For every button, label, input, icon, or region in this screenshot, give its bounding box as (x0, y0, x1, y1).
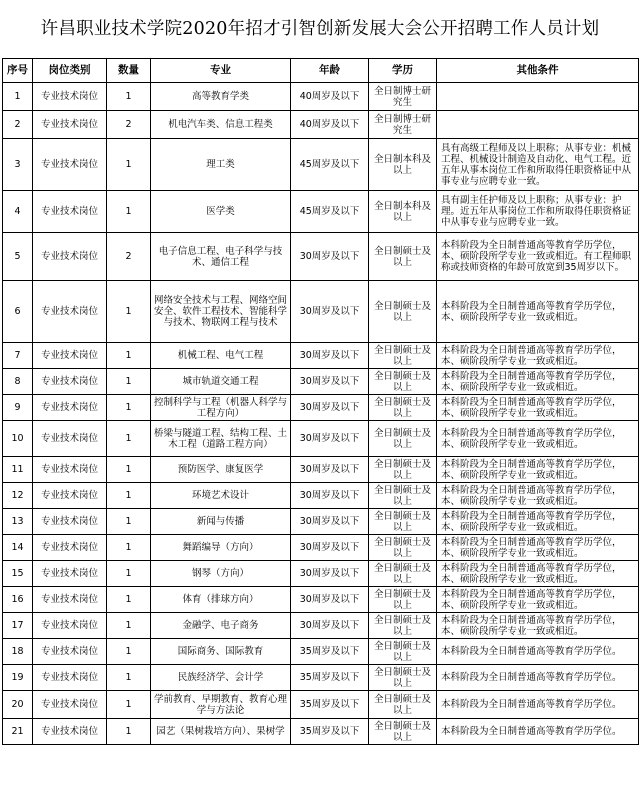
cell-no: 1 (3, 83, 33, 111)
table-row (3, 561, 639, 587)
cell-major: 民族经济学、会计学 (151, 665, 291, 691)
cell-count: 1 (107, 587, 151, 613)
cell-education: 全日制硕士及以上 (369, 509, 437, 535)
cell-age: 30周岁及以下 (291, 509, 369, 535)
cell-no: 5 (3, 233, 33, 281)
cell-count: 1 (107, 719, 151, 745)
cell-count: 1 (107, 509, 151, 535)
cell-education: 全日制硕士及以上 (369, 421, 437, 457)
cell-education: 全日制本科及以上 (369, 191, 437, 233)
cell-age: 30周岁及以下 (291, 369, 369, 395)
cell-age: 45周岁及以下 (291, 139, 369, 191)
cell-other: 本科阶段为全日制普通高等教育学历学位。 (437, 691, 639, 719)
cell-no: 18 (3, 639, 33, 665)
cell-category: 专业技术岗位 (33, 369, 107, 395)
cell-count: 1 (107, 139, 151, 191)
cell-count: 1 (107, 369, 151, 395)
cell-count: 1 (107, 535, 151, 561)
cell-major: 环境艺术设计 (151, 483, 291, 509)
cell-no: 8 (3, 369, 33, 395)
cell-other: 本科阶段为全日制普通高等教育学历学位，本、硕阶段所学专业一致或相近。 (437, 613, 639, 639)
cell-other: 本科阶段为全日制普通高等教育学历学位，本、硕阶段所学专业一致或相近。 (437, 281, 639, 343)
table-row (3, 457, 639, 483)
cell-major: 国际商务、国际教育 (151, 639, 291, 665)
table-row (3, 509, 639, 535)
cell-count: 1 (107, 613, 151, 639)
table-row (3, 139, 639, 191)
cell-age: 45周岁及以下 (291, 191, 369, 233)
cell-age: 30周岁及以下 (291, 233, 369, 281)
cell-education: 全日制硕士及以上 (369, 233, 437, 281)
cell-no: 11 (3, 457, 33, 483)
cell-category: 专业技术岗位 (33, 719, 107, 745)
cell-count: 1 (107, 561, 151, 587)
cell-major: 机电汽车类、信息工程类 (151, 111, 291, 139)
table-row (3, 111, 639, 139)
cell-no: 20 (3, 691, 33, 719)
table-row (3, 395, 639, 421)
cell-major: 新闻与传播 (151, 509, 291, 535)
cell-age: 35周岁及以下 (291, 665, 369, 691)
cell-education: 全日制硕士及以上 (369, 613, 437, 639)
cell-education: 全日制硕士及以上 (369, 561, 437, 587)
cell-age: 30周岁及以下 (291, 587, 369, 613)
table-row (3, 191, 639, 233)
col-header-age: 年龄 (291, 59, 369, 83)
table-row (3, 665, 639, 691)
cell-category: 专业技术岗位 (33, 83, 107, 111)
cell-other: 具有副主任护师及以上职称；从事专业：护理。近五年从事岗位工作和所取得任职资格证中从事专业与应聘专业一致。 (437, 191, 639, 233)
cell-no: 15 (3, 561, 33, 587)
cell-education: 全日制硕士及以上 (369, 395, 437, 421)
cell-count: 1 (107, 281, 151, 343)
table-row (3, 719, 639, 745)
cell-category: 专业技术岗位 (33, 691, 107, 719)
col-header-major: 专业 (151, 59, 291, 83)
cell-category: 专业技术岗位 (33, 457, 107, 483)
col-header-other: 其他条件 (437, 59, 639, 83)
cell-category: 专业技术岗位 (33, 395, 107, 421)
cell-no: 21 (3, 719, 33, 745)
cell-other: 本科阶段为全日制普通高等教育学历学位。 (437, 639, 639, 665)
table-row (3, 421, 639, 457)
table-header-row (3, 59, 639, 83)
cell-major: 预防医学、康复医学 (151, 457, 291, 483)
cell-count: 2 (107, 233, 151, 281)
cell-no: 16 (3, 587, 33, 613)
cell-age: 30周岁及以下 (291, 483, 369, 509)
cell-other: 本科阶段为全日制普通高等教育学历学位，本、硕阶段所学专业一致或相近。 (437, 457, 639, 483)
cell-major: 学前教育、早期教育、教育心理学与方法论 (151, 691, 291, 719)
table-row (3, 691, 639, 719)
table-row (3, 639, 639, 665)
cell-category: 专业技术岗位 (33, 535, 107, 561)
cell-education: 全日制硕士及以上 (369, 457, 437, 483)
cell-no: 9 (3, 395, 33, 421)
cell-no: 6 (3, 281, 33, 343)
col-header-education: 学历 (369, 59, 437, 83)
col-header-count: 数量 (107, 59, 151, 83)
cell-age: 30周岁及以下 (291, 535, 369, 561)
cell-category: 专业技术岗位 (33, 421, 107, 457)
cell-education: 全日制硕士及以上 (369, 665, 437, 691)
cell-count: 1 (107, 343, 151, 369)
cell-no: 19 (3, 665, 33, 691)
cell-age: 30周岁及以下 (291, 561, 369, 587)
cell-education: 全日制硕士及以上 (369, 281, 437, 343)
cell-count: 1 (107, 395, 151, 421)
cell-age: 30周岁及以下 (291, 457, 369, 483)
cell-count: 1 (107, 421, 151, 457)
cell-no: 13 (3, 509, 33, 535)
table-row (3, 483, 639, 509)
recruitment-table (2, 58, 639, 745)
table-row (3, 233, 639, 281)
table-row (3, 369, 639, 395)
cell-education: 全日制硕士及以上 (369, 587, 437, 613)
cell-education: 全日制硕士及以上 (369, 719, 437, 745)
cell-other: 本科阶段为全日制普通高等教育学历学位，本、硕阶段所学专业一致或相近。 (437, 343, 639, 369)
cell-age: 35周岁及以下 (291, 691, 369, 719)
cell-major: 园艺（果树栽培方向）、果树学 (151, 719, 291, 745)
cell-age: 35周岁及以下 (291, 639, 369, 665)
cell-education: 全日制博士研究生 (369, 111, 437, 139)
cell-other: 本科阶段为全日制普通高等教育学历学位，本、硕阶段所学专业一致或相近。 (437, 395, 639, 421)
table-row (3, 613, 639, 639)
cell-education: 全日制硕士及以上 (369, 343, 437, 369)
cell-age: 40周岁及以下 (291, 83, 369, 111)
cell-category: 专业技术岗位 (33, 587, 107, 613)
cell-major: 医学类 (151, 191, 291, 233)
cell-major: 理工类 (151, 139, 291, 191)
col-header-no: 序号 (3, 59, 33, 83)
cell-count: 1 (107, 191, 151, 233)
cell-major: 网络安全技术与工程、网络空间安全、软件工程技术、智能科学与技术、物联网工程与技术 (151, 281, 291, 343)
cell-no: 17 (3, 613, 33, 639)
cell-education: 全日制硕士及以上 (369, 369, 437, 395)
cell-category: 专业技术岗位 (33, 561, 107, 587)
cell-count: 1 (107, 691, 151, 719)
cell-age: 30周岁及以下 (291, 281, 369, 343)
cell-count: 1 (107, 639, 151, 665)
cell-category: 专业技术岗位 (33, 509, 107, 535)
cell-count: 1 (107, 483, 151, 509)
cell-category: 专业技术岗位 (33, 111, 107, 139)
page-title: 许昌职业技术学院2020年招才引智创新发展大会公开招聘工作人员计划 (40, 19, 600, 39)
cell-category: 专业技术岗位 (33, 665, 107, 691)
table-row (3, 343, 639, 369)
cell-no: 3 (3, 139, 33, 191)
cell-education: 全日制硕士及以上 (369, 639, 437, 665)
cell-age: 40周岁及以下 (291, 111, 369, 139)
cell-other: 本科阶段为全日制普通高等教育学历学位，本、硕阶段所学专业一致或相近。有工程师职称或技师资格的年龄可放宽到35周岁以下。 (437, 233, 639, 281)
cell-no: 12 (3, 483, 33, 509)
col-header-category: 岗位类别 (33, 59, 107, 83)
cell-category: 专业技术岗位 (33, 639, 107, 665)
cell-category: 专业技术岗位 (33, 191, 107, 233)
cell-other: 本科阶段为全日制普通高等教育学历学位，本、硕阶段所学专业一致或相近。 (437, 561, 639, 587)
cell-other: 本科阶段为全日制普通高等教育学历学位，本、硕阶段所学专业一致或相近。 (437, 509, 639, 535)
table-row (3, 83, 639, 111)
cell-major: 金融学、电子商务 (151, 613, 291, 639)
cell-category: 专业技术岗位 (33, 343, 107, 369)
cell-education: 全日制硕士及以上 (369, 535, 437, 561)
cell-category: 专业技术岗位 (33, 233, 107, 281)
cell-major: 高等教育学类 (151, 83, 291, 111)
cell-age: 35周岁及以下 (291, 719, 369, 745)
cell-major: 体育（排球方向） (151, 587, 291, 613)
cell-other (437, 83, 639, 111)
cell-count: 1 (107, 665, 151, 691)
cell-major: 控制科学与工程（机器人科学与工程方向） (151, 395, 291, 421)
cell-no: 7 (3, 343, 33, 369)
cell-category: 专业技术岗位 (33, 139, 107, 191)
cell-education: 全日制博士研究生 (369, 83, 437, 111)
cell-other: 本科阶段为全日制普通高等教育学历学位，本、硕阶段所学专业一致或相近。 (437, 535, 639, 561)
cell-education: 全日制本科及以上 (369, 139, 437, 191)
table-row (3, 535, 639, 561)
cell-category: 专业技术岗位 (33, 281, 107, 343)
cell-major: 舞蹈编导（方向） (151, 535, 291, 561)
cell-age: 30周岁及以下 (291, 613, 369, 639)
cell-education: 全日制硕士及以上 (369, 691, 437, 719)
cell-no: 4 (3, 191, 33, 233)
cell-age: 30周岁及以下 (291, 421, 369, 457)
cell-other: 本科阶段为全日制普通高等教育学历学位，本、硕阶段所学专业一致或相近。 (437, 483, 639, 509)
cell-other: 本科阶段为全日制普通高等教育学历学位，本、硕阶段所学专业一致或相近。 (437, 369, 639, 395)
cell-major: 城市轨道交通工程 (151, 369, 291, 395)
table-row (3, 281, 639, 343)
cell-no: 14 (3, 535, 33, 561)
cell-no: 10 (3, 421, 33, 457)
cell-major: 桥梁与隧道工程、结构工程、土木工程（道路工程方向） (151, 421, 291, 457)
table-row (3, 587, 639, 613)
cell-education: 全日制硕士及以上 (369, 483, 437, 509)
cell-age: 30周岁及以下 (291, 343, 369, 369)
cell-other: 本科阶段为全日制普通高等教育学历学位。 (437, 719, 639, 745)
cell-count: 1 (107, 83, 151, 111)
cell-age: 30周岁及以下 (291, 395, 369, 421)
cell-other: 本科阶段为全日制普通高等教育学历学位，本、硕阶段所学专业一致或相近。 (437, 587, 639, 613)
cell-category: 专业技术岗位 (33, 613, 107, 639)
cell-major: 钢琴（方向） (151, 561, 291, 587)
cell-count: 1 (107, 457, 151, 483)
cell-count: 2 (107, 111, 151, 139)
cell-other: 具有高级工程师及以上职称；从事专业：机械工程、机械设计制造及自动化、电气工程。近五年从事本岗位工作和所取得任职资格证中从事专业与应聘专业一致。 (437, 139, 639, 191)
cell-no: 2 (3, 111, 33, 139)
cell-other: 本科阶段为全日制普通高等教育学历学位，本、硕阶段所学专业一致或相近。 (437, 421, 639, 457)
cell-category: 专业技术岗位 (33, 483, 107, 509)
cell-other: 本科阶段为全日制普通高等教育学历学位。 (437, 665, 639, 691)
cell-major: 电子信息工程、电子科学与技术、通信工程 (151, 233, 291, 281)
cell-other (437, 111, 639, 139)
cell-major: 机械工程、电气工程 (151, 343, 291, 369)
